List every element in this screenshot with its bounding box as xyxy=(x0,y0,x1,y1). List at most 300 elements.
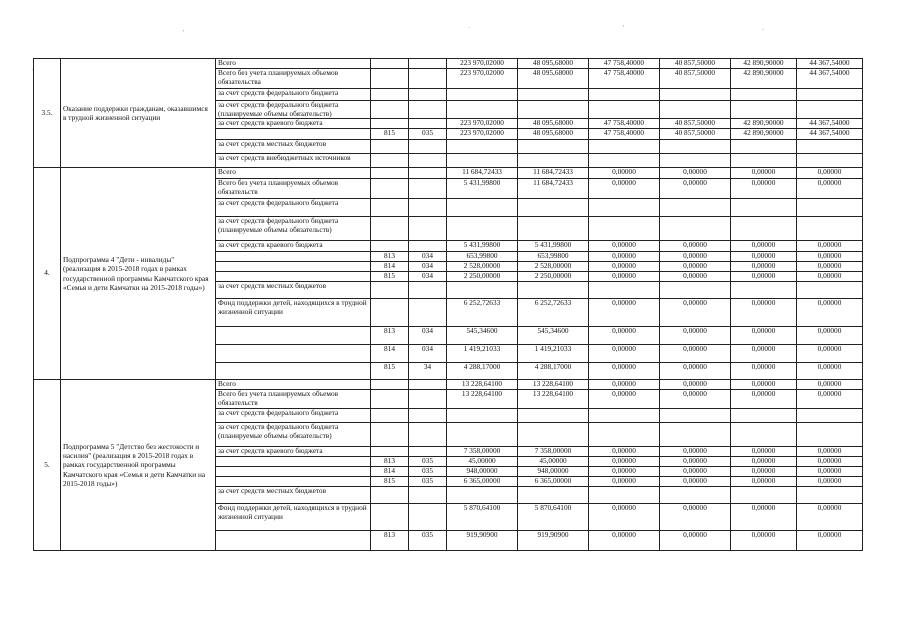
amount-cell xyxy=(731,154,797,168)
amount-cell xyxy=(518,409,589,423)
amount-cell: 0,00000 xyxy=(797,477,863,487)
grbs-code xyxy=(371,380,409,390)
amount-cell: 0,00000 xyxy=(797,467,863,477)
amount-cell: 0,00000 xyxy=(797,262,863,272)
amount-cell xyxy=(447,88,518,100)
amount-cell: 0,00000 xyxy=(660,168,731,179)
amount-cell: 0,00000 xyxy=(589,272,660,282)
amount-cell: 11 684,72433 xyxy=(518,168,589,179)
amount-cell xyxy=(731,217,797,241)
grbs-code: 815 xyxy=(371,129,409,140)
amount-cell: 42 890,90000 xyxy=(731,68,797,88)
amount-cell xyxy=(589,199,660,217)
amount-cell xyxy=(797,217,863,241)
amount-cell xyxy=(518,217,589,241)
amount-cell: 42 890,90000 xyxy=(731,59,797,69)
amount-cell xyxy=(660,487,731,504)
table-body xyxy=(34,59,863,551)
funding-source: за счет средств внебюджетных источников xyxy=(216,154,371,168)
amount-cell: 0,00000 xyxy=(589,252,660,262)
amount-cell: 44 367,54000 xyxy=(797,129,863,140)
amount-cell: 0,00000 xyxy=(589,299,660,327)
grbs-code xyxy=(371,282,409,299)
amount-cell: 0,00000 xyxy=(797,252,863,262)
amount-cell: 0,00000 xyxy=(731,168,797,179)
amount-cell: 0,00000 xyxy=(589,363,660,380)
amount-cell: 0,00000 xyxy=(797,457,863,467)
amount-cell xyxy=(518,140,589,154)
amount-cell: 0,00000 xyxy=(797,272,863,282)
amount-cell: 0,00000 xyxy=(731,447,797,457)
section-code xyxy=(409,217,447,241)
amount-cell: 0,00000 xyxy=(797,241,863,252)
grbs-code xyxy=(371,168,409,179)
amount-cell: 223 970,02000 xyxy=(447,119,518,129)
amount-cell xyxy=(731,282,797,299)
amount-cell xyxy=(797,140,863,154)
funding-source: Всего xyxy=(216,59,371,69)
amount-cell: 0,00000 xyxy=(797,504,863,531)
amount-cell xyxy=(447,199,518,217)
grbs-code xyxy=(371,179,409,199)
amount-cell: 44 367,54000 xyxy=(797,59,863,69)
section-code xyxy=(409,68,447,88)
section-code xyxy=(409,140,447,154)
amount-cell xyxy=(447,282,518,299)
amount-cell xyxy=(660,217,731,241)
grbs-code: 813 xyxy=(371,531,409,551)
amount-cell xyxy=(518,199,589,217)
amount-cell xyxy=(660,88,731,100)
amount-cell: 0,00000 xyxy=(660,262,731,272)
section-code xyxy=(409,282,447,299)
section-index: 3.5. xyxy=(34,59,61,168)
funding-source xyxy=(216,477,371,487)
amount-cell: 0,00000 xyxy=(797,179,863,199)
funding-source: за счет средств краевого бюджета xyxy=(216,447,371,457)
section-code: 034 xyxy=(409,345,447,363)
amount-cell: 0,00000 xyxy=(589,477,660,487)
amount-cell: 5 870,64100 xyxy=(447,504,518,531)
section-title: Оказание поддержки гражданам, оказавшимся в трудной жизненной ситуации xyxy=(61,59,216,168)
amount-cell xyxy=(447,217,518,241)
amount-cell xyxy=(589,154,660,168)
funding-source: за счет средств федерального бюджета xyxy=(216,88,371,100)
amount-cell: 0,00000 xyxy=(660,531,731,551)
amount-cell: 0,00000 xyxy=(731,252,797,262)
section-code xyxy=(409,299,447,327)
amount-cell: 0,00000 xyxy=(797,168,863,179)
grbs-code: 814 xyxy=(371,262,409,272)
amount-cell xyxy=(589,423,660,447)
amount-cell: 223 970,02000 xyxy=(447,68,518,88)
amount-cell: 653,99800 xyxy=(447,252,518,262)
section-code xyxy=(409,59,447,69)
amount-cell xyxy=(660,282,731,299)
amount-cell: 5 870,64100 xyxy=(518,504,589,531)
amount-cell: 0,00000 xyxy=(797,531,863,551)
funding-source: Всего xyxy=(216,168,371,179)
amount-cell: 0,00000 xyxy=(660,179,731,199)
grbs-code xyxy=(371,487,409,504)
amount-cell: 0,00000 xyxy=(731,179,797,199)
funding-source: за счет средств федерального бюджета xyxy=(216,409,371,423)
funding-source xyxy=(216,467,371,477)
amount-cell xyxy=(589,140,660,154)
amount-cell xyxy=(797,100,863,119)
funding-source: Фонд поддержки детей, находящихся в трудной жизненной ситуации xyxy=(216,504,371,531)
amount-cell: 0,00000 xyxy=(589,447,660,457)
amount-cell: 7 358,00000 xyxy=(447,447,518,457)
funding-source: за счет средств краевого бюджета xyxy=(216,119,371,129)
scan-speck: ' xyxy=(183,29,185,37)
grbs-code: 813 xyxy=(371,252,409,262)
amount-cell: 0,00000 xyxy=(731,272,797,282)
grbs-code xyxy=(371,68,409,88)
section-code xyxy=(409,487,447,504)
grbs-code xyxy=(371,447,409,457)
amount-cell: 6 252,72633 xyxy=(518,299,589,327)
section-code xyxy=(409,423,447,447)
amount-cell xyxy=(518,154,589,168)
section-index: 5. xyxy=(34,380,61,551)
grbs-code: 815 xyxy=(371,477,409,487)
funding-source: за счет средств федерального бюджета (планируемые объемы обязательств) xyxy=(216,423,371,447)
amount-cell: 47 758,40000 xyxy=(589,68,660,88)
amount-cell: 0,00000 xyxy=(660,327,731,345)
amount-cell xyxy=(518,487,589,504)
amount-cell xyxy=(518,423,589,447)
amount-cell xyxy=(797,423,863,447)
table-row xyxy=(34,380,863,390)
amount-cell: 48 095,68000 xyxy=(518,59,589,69)
amount-cell: 0,00000 xyxy=(589,262,660,272)
grbs-code xyxy=(371,140,409,154)
funding-source: за счет средств местных бюджетов xyxy=(216,140,371,154)
section-title: Подпрограмма 4 "Дети - инвалиды" (реализация в 2015-2018 годах в рамках государственной программы Камчатского края «Семья и дети Камчатки на 2015-2018 годы») xyxy=(61,168,216,380)
amount-cell: 0,00000 xyxy=(731,477,797,487)
amount-cell xyxy=(447,409,518,423)
section-code xyxy=(409,168,447,179)
amount-cell: 0,00000 xyxy=(660,467,731,477)
grbs-code: 814 xyxy=(371,467,409,477)
amount-cell: 6 365,00000 xyxy=(447,477,518,487)
section-code: 034 xyxy=(409,327,447,345)
amount-cell: 0,00000 xyxy=(731,390,797,409)
amount-cell: 0,00000 xyxy=(660,345,731,363)
amount-cell: 0,00000 xyxy=(660,380,731,390)
amount-cell: 44 367,54000 xyxy=(797,68,863,88)
funding-source xyxy=(216,262,371,272)
amount-cell: 48 095,68000 xyxy=(518,68,589,88)
grbs-code xyxy=(371,504,409,531)
amount-cell: 13 228,64100 xyxy=(518,390,589,409)
table-row xyxy=(34,59,863,69)
amount-cell: 40 857,50000 xyxy=(660,68,731,88)
amount-cell: 4 288,17000 xyxy=(518,363,589,380)
grbs-code xyxy=(371,299,409,327)
amount-cell: 4 288,17000 xyxy=(447,363,518,380)
amount-cell: 0,00000 xyxy=(589,327,660,345)
amount-cell: 47 758,40000 xyxy=(589,59,660,69)
amount-cell: 13 228,64100 xyxy=(447,380,518,390)
amount-cell: 0,00000 xyxy=(589,390,660,409)
section-code: 034 xyxy=(409,252,447,262)
amount-cell: 0,00000 xyxy=(660,241,731,252)
amount-cell: 0,00000 xyxy=(797,327,863,345)
amount-cell: 0,00000 xyxy=(797,299,863,327)
amount-cell: 0,00000 xyxy=(731,327,797,345)
amount-cell: 6 365,00000 xyxy=(518,477,589,487)
amount-cell xyxy=(518,282,589,299)
section-code xyxy=(409,119,447,129)
amount-cell: 0,00000 xyxy=(660,504,731,531)
grbs-code: 815 xyxy=(371,363,409,380)
amount-cell: 0,00000 xyxy=(731,457,797,467)
grbs-code: 813 xyxy=(371,327,409,345)
amount-cell: 0,00000 xyxy=(797,380,863,390)
funding-source: Всего без учета планируемых объемов обязательств xyxy=(216,179,371,199)
amount-cell: 948,00000 xyxy=(447,467,518,477)
grbs-code: 815 xyxy=(371,272,409,282)
amount-cell xyxy=(731,140,797,154)
section-code xyxy=(409,199,447,217)
amount-cell xyxy=(731,88,797,100)
amount-cell xyxy=(660,154,731,168)
amount-cell xyxy=(447,154,518,168)
amount-cell xyxy=(589,217,660,241)
section-code xyxy=(409,504,447,531)
amount-cell: 5 431,99800 xyxy=(447,241,518,252)
amount-cell xyxy=(660,409,731,423)
scan-speck: · xyxy=(31,66,34,74)
funding-source: за счет средств местных бюджетов xyxy=(216,282,371,299)
grbs-code xyxy=(371,88,409,100)
grbs-code xyxy=(371,409,409,423)
amount-cell: 5 431,99800 xyxy=(518,241,589,252)
amount-cell: 0,00000 xyxy=(731,363,797,380)
funding-source xyxy=(216,531,371,551)
section-code: 035 xyxy=(409,467,447,477)
amount-cell: 919,90900 xyxy=(518,531,589,551)
section-code: 035 xyxy=(409,531,447,551)
amount-cell xyxy=(447,140,518,154)
amount-cell: 7 358,00000 xyxy=(518,447,589,457)
section-code: 035 xyxy=(409,457,447,467)
amount-cell: 2 250,00000 xyxy=(518,272,589,282)
amount-cell: 223 970,02000 xyxy=(447,59,518,69)
amount-cell: 0,00000 xyxy=(731,467,797,477)
amount-cell: 2 528,00000 xyxy=(447,262,518,272)
grbs-code xyxy=(371,217,409,241)
amount-cell: 45,00000 xyxy=(447,457,518,467)
amount-cell: 0,00000 xyxy=(660,299,731,327)
section-code xyxy=(409,88,447,100)
section-code xyxy=(409,241,447,252)
amount-cell xyxy=(660,199,731,217)
amount-cell xyxy=(797,199,863,217)
amount-cell: 0,00000 xyxy=(660,447,731,457)
funding-source: Всего без учета планируемых объемов обязательства xyxy=(216,68,371,88)
section-code xyxy=(409,409,447,423)
amount-cell xyxy=(731,423,797,447)
grbs-code xyxy=(371,423,409,447)
amount-cell: 0,00000 xyxy=(660,252,731,262)
amount-cell xyxy=(447,423,518,447)
section-code: 035 xyxy=(409,477,447,487)
amount-cell: 0,00000 xyxy=(589,168,660,179)
amount-cell: 47 758,40000 xyxy=(589,119,660,129)
amount-cell xyxy=(589,282,660,299)
section-code xyxy=(409,380,447,390)
amount-cell: 0,00000 xyxy=(660,272,731,282)
funding-source xyxy=(216,129,371,140)
amount-cell: 653,99800 xyxy=(518,252,589,262)
section-code xyxy=(409,447,447,457)
funding-source: Фонд поддержки детей, находящихся в трудной жизненной ситуации xyxy=(216,299,371,327)
amount-cell: 1 419,21033 xyxy=(518,345,589,363)
grbs-code xyxy=(371,390,409,409)
amount-cell: 40 857,50000 xyxy=(660,119,731,129)
amount-cell: 2 528,00000 xyxy=(518,262,589,272)
funding-source xyxy=(216,457,371,467)
amount-cell: 0,00000 xyxy=(797,363,863,380)
amount-cell xyxy=(589,100,660,119)
amount-cell: 5 431,99800 xyxy=(447,179,518,199)
amount-cell: 11 684,72433 xyxy=(447,168,518,179)
amount-cell: 42 890,90000 xyxy=(731,129,797,140)
amount-cell: 0,00000 xyxy=(797,345,863,363)
amount-cell: 0,00000 xyxy=(589,467,660,477)
amount-cell: 0,00000 xyxy=(731,531,797,551)
section-code xyxy=(409,390,447,409)
funding-source: за счет средств федерального бюджета (планируемые объемы обязательств) xyxy=(216,217,371,241)
amount-cell xyxy=(589,409,660,423)
grbs-code xyxy=(371,199,409,217)
amount-cell: 11 684,72433 xyxy=(518,179,589,199)
funding-source xyxy=(216,272,371,282)
amount-cell: 44 367,54000 xyxy=(797,119,863,129)
budget-table xyxy=(33,58,863,551)
amount-cell: 40 857,50000 xyxy=(660,59,731,69)
amount-cell: 6 252,72633 xyxy=(447,299,518,327)
section-title: Подпрограмма 5 "Детство без жестокости и насилия" (реализация в 2015-2018 годах в рамках государственной программы Камчатского края «Семья и дети Камчатки на 2015-2018 годы») xyxy=(61,380,216,551)
amount-cell xyxy=(660,100,731,119)
amount-cell xyxy=(589,88,660,100)
amount-cell: 0,00000 xyxy=(589,241,660,252)
grbs-code xyxy=(371,119,409,129)
amount-cell: 223 970,02000 xyxy=(447,129,518,140)
amount-cell: 0,00000 xyxy=(660,363,731,380)
funding-source: за счет средств местных бюджетов xyxy=(216,487,371,504)
scan-speck: · xyxy=(762,26,765,34)
amount-cell xyxy=(797,487,863,504)
section-code xyxy=(409,179,447,199)
amount-cell: 0,00000 xyxy=(731,262,797,272)
amount-cell: 545,34600 xyxy=(447,327,518,345)
amount-cell xyxy=(731,199,797,217)
grbs-code: 814 xyxy=(371,345,409,363)
amount-cell: 13 228,64100 xyxy=(518,380,589,390)
amount-cell: 40 857,50000 xyxy=(660,129,731,140)
amount-cell: 42 890,90000 xyxy=(731,119,797,129)
section-code: 034 xyxy=(409,262,447,272)
amount-cell: 0,00000 xyxy=(660,457,731,467)
amount-cell: 48 095,68000 xyxy=(518,129,589,140)
amount-cell xyxy=(797,88,863,100)
amount-cell: 0,00000 xyxy=(589,531,660,551)
amount-cell: 948,00000 xyxy=(518,467,589,477)
amount-cell xyxy=(797,409,863,423)
funding-source xyxy=(216,345,371,363)
funding-source: Всего без учета планируемых объемов обязательств xyxy=(216,390,371,409)
table-row xyxy=(34,168,863,179)
amount-cell xyxy=(447,100,518,119)
section-code: 034 xyxy=(409,272,447,282)
section-code: 035 xyxy=(409,129,447,140)
funding-source: за счет средств федерального бюджета xyxy=(216,199,371,217)
amount-cell: 2 250,00000 xyxy=(447,272,518,282)
funding-source xyxy=(216,252,371,262)
funding-source xyxy=(216,363,371,380)
amount-cell: 45,00000 xyxy=(518,457,589,467)
amount-cell: 0,00000 xyxy=(589,504,660,531)
amount-cell: 0,00000 xyxy=(589,345,660,363)
amount-cell: 0,00000 xyxy=(731,345,797,363)
grbs-code xyxy=(371,59,409,69)
grbs-code xyxy=(371,241,409,252)
amount-cell: 0,00000 xyxy=(797,447,863,457)
amount-cell: 0,00000 xyxy=(731,504,797,531)
amount-cell: 1 419,21033 xyxy=(447,345,518,363)
amount-cell xyxy=(518,88,589,100)
funding-source: за счет средств краевого бюджета xyxy=(216,241,371,252)
amount-cell: 47 758,40000 xyxy=(589,129,660,140)
scan-speck: · xyxy=(468,24,471,32)
section-code xyxy=(409,154,447,168)
amount-cell xyxy=(731,100,797,119)
amount-cell xyxy=(518,100,589,119)
amount-cell: 0,00000 xyxy=(731,241,797,252)
section-index: 4. xyxy=(34,168,61,380)
amount-cell: 919,90900 xyxy=(447,531,518,551)
amount-cell xyxy=(660,140,731,154)
grbs-code: 813 xyxy=(371,457,409,467)
amount-cell xyxy=(589,487,660,504)
amount-cell: 0,00000 xyxy=(589,457,660,467)
amount-cell: 545,34600 xyxy=(518,327,589,345)
funding-source xyxy=(216,327,371,345)
grbs-code xyxy=(371,100,409,119)
amount-cell: 0,00000 xyxy=(731,299,797,327)
amount-cell xyxy=(660,423,731,447)
amount-cell: 0,00000 xyxy=(660,477,731,487)
funding-source: Всего xyxy=(216,380,371,390)
section-code xyxy=(409,100,447,119)
amount-cell: 0,00000 xyxy=(589,380,660,390)
funding-source: за счет средств федерального бюджета (планируемые объемы обязательств) xyxy=(216,100,371,119)
section-code: 34 xyxy=(409,363,447,380)
amount-cell: 48 095,68000 xyxy=(518,119,589,129)
amount-cell: 0,00000 xyxy=(589,179,660,199)
amount-cell xyxy=(797,282,863,299)
amount-cell: 13 228,64100 xyxy=(447,390,518,409)
amount-cell xyxy=(731,409,797,423)
grbs-code xyxy=(371,154,409,168)
amount-cell xyxy=(731,487,797,504)
amount-cell: 0,00000 xyxy=(660,390,731,409)
amount-cell: 0,00000 xyxy=(797,390,863,409)
